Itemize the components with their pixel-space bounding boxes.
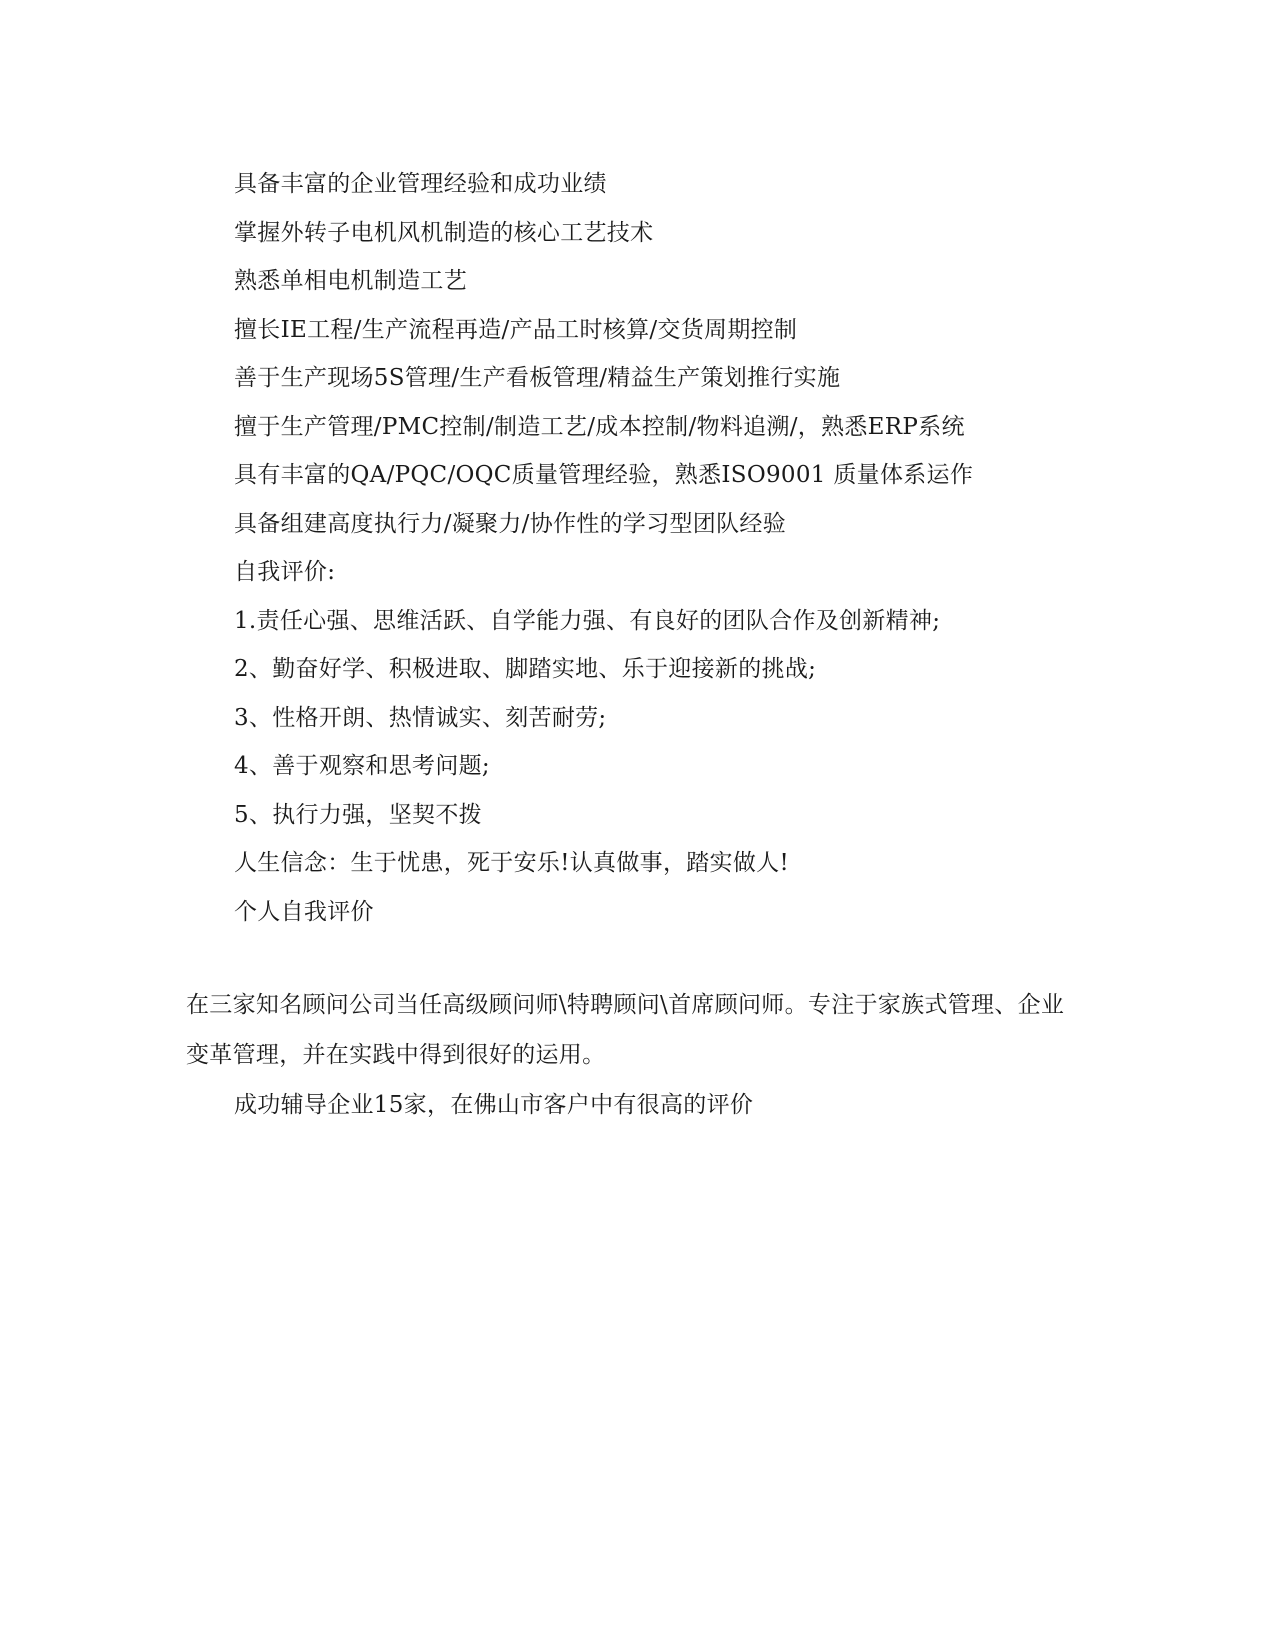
motto-line: 人生信念：生于忧患，死于安乐!认真做事，踏实做人! [234,850,789,876]
section-heading: 个人自我评价 [234,898,374,925]
list-item: 具备丰富的企业管理经验和成功业绩 [234,171,607,197]
list-item: 2、勤奋好学、积极进取、脚踏实地、乐于迎接新的挑战; [234,656,817,682]
list-item: 具备组建高度执行力/凝聚力/协作性的学习型团队经验 [234,510,786,537]
list-item: 5、执行力强，坚契不拨 [234,801,482,828]
list-item: 熟悉单相电机制造工艺 [234,268,467,294]
list-item: 擅于生产管理/PMC控制/制造工艺/成本控制/物料追溯/，熟悉ERP系统 [234,413,965,440]
summary-list [234,160,1154,936]
list-item: 4、善于观察和思考问题; [234,753,490,779]
paragraph: 在三家知名顾问公司当任高级顾问师\特聘顾问\首席顾问师。专注于家族式管理、企业变革管理，并在实践中得到很好的运用。 [186,992,1065,1068]
list-item: 擅长IE工程/生产流程再造/产品工时核算/交货周期控制 [234,316,798,343]
list-item: 善于生产现场5S管理/生产看板管理/精益生产策划推行实施 [234,365,841,391]
list-item: 3、性格开朗、热情诚实、刻苦耐劳; [234,704,607,731]
list-item: 1.责任心强、思维活跃、自学能力强、有良好的团队合作及创新精神; [234,607,941,634]
list-item: 具有丰富的QA/PQC/OQC质量管理经验，熟悉ISO9001 质量体系运作 [234,462,974,488]
list-item: 掌握外转子电机风机制造的核心工艺技术 [234,219,654,246]
body-text [186,980,1086,1130]
section-heading: 自我评价: [234,559,336,585]
paragraph: 成功辅导企业15家，在佛山市客户中有很高的评价 [234,1092,754,1118]
